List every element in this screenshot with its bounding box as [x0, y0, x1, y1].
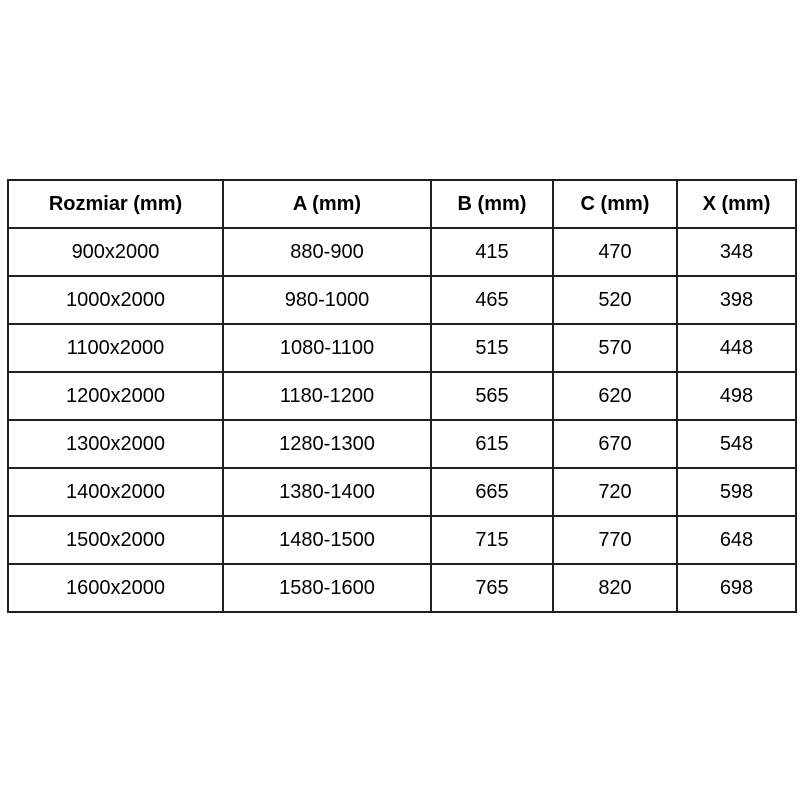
value-cell: 465 — [431, 276, 553, 324]
column-header: Rozmiar (mm) — [8, 180, 223, 228]
table-row — [8, 228, 796, 276]
table-row — [8, 564, 796, 612]
value-cell: 470 — [553, 228, 677, 276]
value-cell: 670 — [553, 420, 677, 468]
value-cell: 348 — [677, 228, 796, 276]
value-cell: 598 — [677, 468, 796, 516]
header-row — [8, 180, 796, 228]
value-cell: 498 — [677, 372, 796, 420]
size-table-container — [7, 179, 795, 613]
table-row — [8, 372, 796, 420]
table-body — [8, 228, 796, 612]
value-cell: 715 — [431, 516, 553, 564]
value-cell: 665 — [431, 468, 553, 516]
value-cell: 620 — [553, 372, 677, 420]
column-header: C (mm) — [553, 180, 677, 228]
size-cell: 1600x2000 — [8, 564, 223, 612]
value-cell: 765 — [431, 564, 553, 612]
size-cell: 1300x2000 — [8, 420, 223, 468]
column-header: X (mm) — [677, 180, 796, 228]
column-header: B (mm) — [431, 180, 553, 228]
value-cell: 415 — [431, 228, 553, 276]
value-cell: 1080-1100 — [223, 324, 431, 372]
value-cell: 820 — [553, 564, 677, 612]
value-cell: 880-900 — [223, 228, 431, 276]
size-cell: 1400x2000 — [8, 468, 223, 516]
table-row — [8, 324, 796, 372]
value-cell: 648 — [677, 516, 796, 564]
value-cell: 615 — [431, 420, 553, 468]
value-cell: 698 — [677, 564, 796, 612]
table-row — [8, 276, 796, 324]
value-cell: 1180-1200 — [223, 372, 431, 420]
value-cell: 1380-1400 — [223, 468, 431, 516]
value-cell: 570 — [553, 324, 677, 372]
size-cell: 1100x2000 — [8, 324, 223, 372]
value-cell: 720 — [553, 468, 677, 516]
size-table — [7, 179, 797, 613]
value-cell: 398 — [677, 276, 796, 324]
value-cell: 565 — [431, 372, 553, 420]
value-cell: 520 — [553, 276, 677, 324]
value-cell: 1280-1300 — [223, 420, 431, 468]
value-cell: 770 — [553, 516, 677, 564]
value-cell: 448 — [677, 324, 796, 372]
size-cell: 1500x2000 — [8, 516, 223, 564]
size-cell: 1000x2000 — [8, 276, 223, 324]
value-cell: 515 — [431, 324, 553, 372]
table-row — [8, 468, 796, 516]
value-cell: 1480-1500 — [223, 516, 431, 564]
size-cell: 900x2000 — [8, 228, 223, 276]
value-cell: 1580-1600 — [223, 564, 431, 612]
size-cell: 1200x2000 — [8, 372, 223, 420]
value-cell: 980-1000 — [223, 276, 431, 324]
value-cell: 548 — [677, 420, 796, 468]
column-header: A (mm) — [223, 180, 431, 228]
table-row — [8, 516, 796, 564]
table-row — [8, 420, 796, 468]
